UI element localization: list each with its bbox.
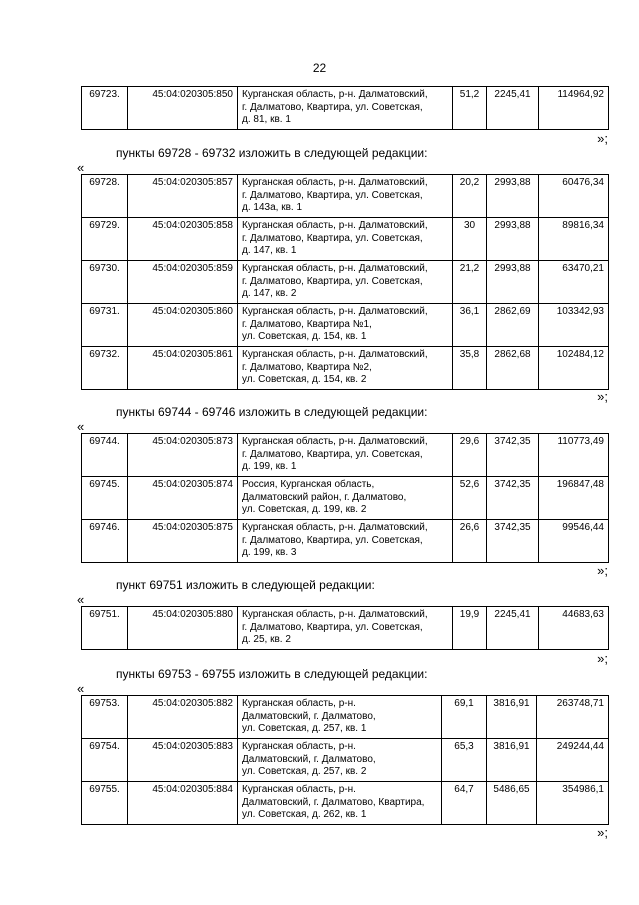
address-line: г. Далматово, Квартира, ул. Советская, [242,621,423,633]
closing-quote: »; [597,563,608,578]
address-line: ул. Советская, д. 262, кв. 1 [242,809,367,820]
table-row [82,782,609,825]
price-per-sqm: 2862,68 [487,347,539,390]
price-per-sqm: 3816,91 [487,739,537,782]
register-table [81,86,609,130]
cadastral-cost: 249244,44 [537,739,609,782]
address-line: Россия, Курганская область, [242,479,375,490]
closing-quote: »; [597,389,608,404]
address-line: Курганская область, р-н. Далматовский, [242,609,428,620]
cadastral-cost: 60476,34 [539,175,609,218]
area: 64,7 [442,782,487,825]
table-row [82,175,609,218]
cadastral-cost: 263748,71 [537,696,609,739]
address-line: г. Далматово, Квартира, ул. Советская, [242,189,423,201]
section-heading: пункты 69744 - 69746 изложить в следующей редакции: [116,405,428,419]
section-heading: пункт 69751 изложить в следующей редакции: [116,578,375,592]
price-per-sqm: 5486,65 [487,782,537,825]
address [238,477,453,520]
item-number: 69730. [82,261,128,304]
cadastral-number: 45:04:020305:882 [128,696,238,739]
address-line: д. 81, кв. 1 [242,114,291,125]
page-number: 22 [312,61,327,75]
cadastral-number: 45:04:020305:850 [128,87,238,130]
address-line: Далматовский, г. Далматово, [242,710,376,722]
cadastral-cost: 63470,21 [539,261,609,304]
cadastral-number: 45:04:020305:873 [128,434,238,477]
price-per-sqm: 2993,88 [487,175,539,218]
address [238,175,453,218]
address-line: Курганская область, р-н. Далматовский, [242,436,428,447]
table-row [82,87,609,130]
cadastral-cost: 99546,44 [539,520,609,563]
cadastral-cost: 354986,1 [537,782,609,825]
cadastral-cost: 114964,92 [539,87,609,130]
address-line: Курганская область, р-н. Далматовский, [242,306,428,317]
item-number: 69746. [82,520,128,563]
address-line: г. Далматово, Квартира №2, [242,361,372,373]
table-row [82,696,609,739]
address [238,304,453,347]
address-line: д. 199, кв. 1 [242,461,297,472]
item-number: 69723. [82,87,128,130]
cadastral-number: 45:04:020305:859 [128,261,238,304]
address [238,739,442,782]
price-per-sqm: 2993,88 [487,218,539,261]
cadastral-cost: 102484,12 [539,347,609,390]
register-table [81,433,609,563]
table-row [82,347,609,390]
table-row [82,607,609,650]
address-line: д. 147, кв. 2 [242,288,297,299]
price-per-sqm: 3742,35 [487,520,539,563]
closing-quote: »; [597,825,608,840]
address-line: Курганская область, р-н. Далматовский, [242,522,428,533]
section-heading: пункты 69753 - 69755 изложить в следующей редакции: [116,667,428,681]
cadastral-cost: 89816,34 [539,218,609,261]
address-line: ул. Советская, д. 199, кв. 2 [242,504,367,515]
cadastral-cost: 103342,93 [539,304,609,347]
address [238,434,453,477]
table-row [82,739,609,782]
address-line: д. 147, кв. 1 [242,245,297,256]
address [238,87,453,130]
address-line: Курганская область, р-н. Далматовский, [242,263,428,274]
price-per-sqm: 2245,41 [487,607,539,650]
address-line: г. Далматово, Квартира, ул. Советская, [242,101,423,113]
opening-quote: « [77,592,85,607]
cadastral-number: 45:04:020305:858 [128,218,238,261]
area: 20,2 [453,175,487,218]
address-line: Курганская область, р-н. [242,698,356,709]
price-per-sqm: 3816,91 [487,696,537,739]
cadastral-number: 45:04:020305:874 [128,477,238,520]
address-line: г. Далматово, Квартира, ул. Советская, [242,232,423,244]
closing-quote: »; [597,131,608,146]
address-line: Курганская область, р-н. Далматовский, [242,177,428,188]
area: 30 [453,218,487,261]
area: 29,6 [453,434,487,477]
address [238,218,453,261]
area: 26,6 [453,520,487,563]
item-number: 69728. [82,175,128,218]
area: 21,2 [453,261,487,304]
area: 35,8 [453,347,487,390]
register-table [81,695,609,825]
address-line: ул. Советская, д. 154, кв. 1 [242,331,367,342]
table-row [82,304,609,347]
item-number: 69729. [82,218,128,261]
item-number: 69731. [82,304,128,347]
address-line: г. Далматово, Квартира, ул. Советская, [242,534,423,546]
price-per-sqm: 2993,88 [487,261,539,304]
table-row [82,434,609,477]
price-per-sqm: 3742,35 [487,434,539,477]
cadastral-cost: 110773,49 [539,434,609,477]
table-row [82,520,609,563]
cadastral-number: 45:04:020305:875 [128,520,238,563]
opening-quote: « [77,160,85,175]
address-line: Далматовский, г. Далматово, [242,753,376,765]
price-per-sqm: 3742,35 [487,477,539,520]
cadastral-number: 45:04:020305:860 [128,304,238,347]
area: 51,2 [453,87,487,130]
item-number: 69744. [82,434,128,477]
address-line: Курганская область, р-н. Далматовский, [242,349,428,360]
address [238,520,453,563]
address-line: Курганская область, р-н. Далматовский, [242,89,428,100]
address-line: Курганская область, р-н. [242,741,356,752]
item-number: 69753. [82,696,128,739]
address [238,261,453,304]
item-number: 69754. [82,739,128,782]
opening-quote: « [77,419,85,434]
area: 36,1 [453,304,487,347]
address-line: Далматовский, г. Далматово, Квартира, [242,796,425,808]
cadastral-number: 45:04:020305:861 [128,347,238,390]
cadastral-cost: 196847,48 [539,477,609,520]
cadastral-number: 45:04:020305:884 [128,782,238,825]
address-line: д. 143а, кв. 1 [242,202,302,213]
area: 19,9 [453,607,487,650]
address-line: г. Далматово, Квартира, ул. Советская, [242,448,423,460]
cadastral-number: 45:04:020305:857 [128,175,238,218]
opening-quote: « [77,681,85,696]
address-line: Курганская область, р-н. [242,784,356,795]
address-line: г. Далматово, Квартира, ул. Советская, [242,275,423,287]
address [238,782,442,825]
closing-quote: »; [597,651,608,666]
item-number: 69755. [82,782,128,825]
area: 65,3 [442,739,487,782]
address [238,347,453,390]
cadastral-number: 45:04:020305:880 [128,607,238,650]
address-line: ул. Советская, д. 154, кв. 2 [242,374,367,385]
address-line: д. 199, кв. 3 [242,547,297,558]
cadastral-cost: 44683,63 [539,607,609,650]
register-table [81,606,609,650]
area: 52,6 [453,477,487,520]
table-row [82,218,609,261]
section-heading: пункты 69728 - 69732 изложить в следующей редакции: [116,146,428,160]
table-row [82,477,609,520]
address [238,607,453,650]
address-line: Курганская область, р-н. Далматовский, [242,220,428,231]
item-number: 69751. [82,607,128,650]
price-per-sqm: 2862,69 [487,304,539,347]
cadastral-number: 45:04:020305:883 [128,739,238,782]
address-line: д. 25, кв. 2 [242,634,291,645]
register-table [81,174,609,390]
address [238,696,442,739]
area: 69,1 [442,696,487,739]
item-number: 69745. [82,477,128,520]
address-line: Далматовский район, г. Далматово, [242,491,407,503]
address-line: ул. Советская, д. 257, кв. 1 [242,723,367,734]
item-number: 69732. [82,347,128,390]
price-per-sqm: 2245,41 [487,87,539,130]
address-line: г. Далматово, Квартира №1, [242,318,372,330]
address-line: ул. Советская, д. 257, кв. 2 [242,766,367,777]
table-row [82,261,609,304]
